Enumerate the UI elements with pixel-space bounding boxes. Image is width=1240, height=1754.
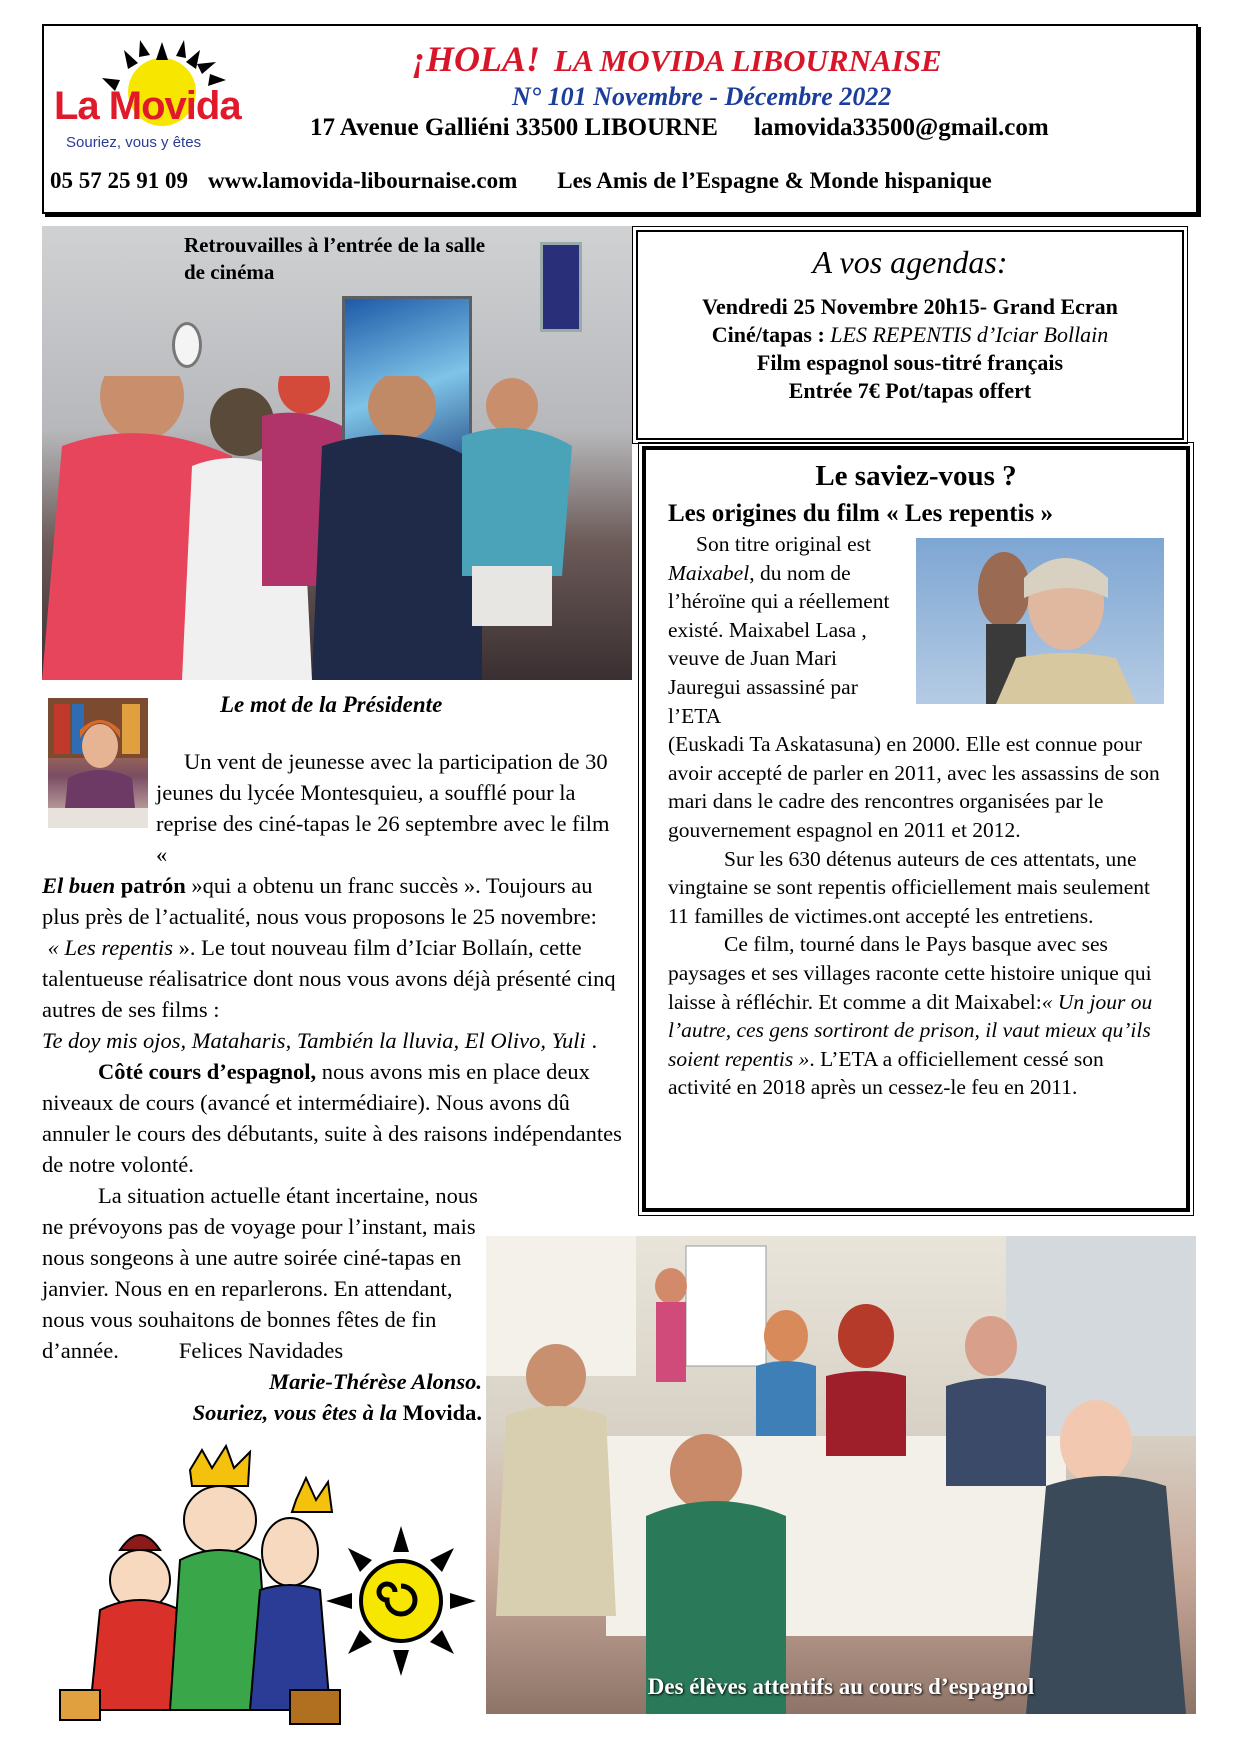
classroom-scene	[486, 1236, 1196, 1714]
cinema-display-screen	[540, 242, 582, 332]
masthead	[42, 24, 1198, 214]
did-you-know-title: Le saviez-vous ?	[815, 460, 1017, 492]
maixabel-portrait	[916, 538, 1164, 704]
sun-clipart	[326, 1526, 476, 1676]
wall-lamp	[172, 322, 202, 368]
agenda-details	[638, 293, 1182, 405]
president-p1-top: Un vent de jeunesse avec la participation de 30 jeunes du lycée Montesquieu, a soufflé pour la reprise des ciné-tapas le 26 septembre avec le film «	[156, 749, 610, 867]
did-you-know-p1-bottom: (Euskadi Ta Askatasuna) en 2000. Elle est connue pour avoir accepté de parler en 2011, avec les assassins de son mari dans le cadre des rencontres organisées par le gouvernement espagnol en 2011 et 2012.	[668, 732, 1160, 842]
newsletter-title	[412, 38, 942, 80]
friends-text: Les Amis de l’Espagne & Monde hispanique	[557, 168, 992, 193]
agenda-film: LES REPENTIS d’Iciar Bollain	[830, 322, 1109, 347]
agenda-date: Vendredi 25 Novembre 20h15- Grand Ecran	[702, 294, 1118, 319]
agenda-event-type: Ciné/tapas :	[711, 322, 831, 347]
christmas-greeting: Felices Navidades	[178, 1338, 344, 1363]
movida-title: LA MOVIDA LIBOURNAISE	[554, 43, 942, 78]
website-link: www.lamovida-libournaise.com	[208, 168, 518, 193]
movida-slogan: Souriez, vous êtes à la Movida.	[192, 1400, 482, 1425]
agenda-box	[636, 230, 1184, 440]
president-title: Le mot de la Présidente	[220, 692, 443, 717]
spanish-class-photo	[486, 1236, 1196, 1714]
maixabel-quote: « Un jour ou l’autre, ces gens sortiront de prison, il vaut mieux qu’ils soient repentis »	[668, 989, 1153, 1071]
did-you-know-p1-top: Son titre original est Maixabel, du nom de l’héroïne qui a réellement existé. Maixabel Lasa , veuve de Juan Mari Jauregui assassiné par l’ETA	[668, 532, 890, 728]
cinema-photo-caption: Retrouvailles à l’entrée de la salle de cinéma	[184, 233, 486, 284]
did-you-know-p3: Ce film, tourné dans le Pays basque avec ses paysages et ses villages raconte cette histoire unique qui laisse à réfléchir. Et comme a dit Maixabel:« Un jour ou l’autre, ces gens sortiront de prison, il vaut mieux qu’ils soient repentis ». L’ETA a officiellement cessé son activité en 2018 après un cessez-le feu en 2011.	[668, 932, 1153, 1100]
issue-number: N° 101 Novembre - Décembre 2022	[512, 82, 892, 111]
film-el-buen: El buen	[42, 873, 116, 898]
class-photo-caption: Des élèves attentifs au cours d’espagnol	[647, 1674, 1035, 1699]
friends-tagline	[557, 168, 992, 193]
email-address: lamovida33500@gmail.com	[753, 114, 1049, 141]
postal-address: 17 Avenue Galliéni 33500 LIBOURNE	[310, 114, 718, 141]
agenda-event	[638, 321, 1182, 349]
crowd-of-people	[42, 376, 632, 680]
phone-number: 05 57 25 91 09	[50, 168, 188, 193]
agenda-price: Entrée 7€ Pot/tapas offert	[788, 378, 1032, 403]
film-patron: patrón	[115, 873, 186, 898]
maixabel-name: Maixabel	[668, 560, 750, 585]
president-p3: La situation actuelle étant incertaine, nous ne prévoyons pas de voyage pour l’instant, mais nous songeons à une autre soirée ciné-tapas en janvier. Nous en en reparlerons. En attendant, nous vous souhaitons de bonnes fêtes de fin d’année. Felices Navidades	[42, 1183, 478, 1363]
cinema-entrance-photo	[42, 226, 632, 680]
maixabel-photo	[916, 538, 1164, 704]
agenda-title: A vos agendas:	[812, 244, 1008, 280]
president-signature: Marie-Thérèse Alonso.	[269, 1369, 482, 1394]
spanish-course-lead: Côté cours d’espagnol,	[98, 1059, 317, 1084]
president-p1-cont: El buen patrón »qui a obtenu un franc succès ». Toujours au plus près de l’actualité, nous vous proposons le 25 novembre: « Les repentis ». Le tout nouveau film d’Iciar Bollaín, cette talentueuse réalisatrice dont nous vous avons déjà présenté cinq autres de ses films : Te doy mis ojos, Mataharis, También la lluvia, El Olivo, Yuli .	[42, 873, 616, 1053]
logo-text: La Movida	[54, 84, 241, 128]
contact-line	[50, 168, 992, 194]
three-kings-clipart	[50, 1440, 350, 1736]
address-line	[310, 114, 1049, 142]
did-you-know-p2: Sur les 630 détenus auteurs de ces attentats, une vingtaine se sont repentis officiellement mais seulement 11 familles de victimes.ont accepté les entretiens.	[668, 846, 1151, 928]
film-les-repentis: « Les repentis	[47, 935, 174, 960]
agenda-subtitle-info: Film espagnol sous-titré français	[756, 350, 1064, 375]
hola-title: ¡HOLA!	[412, 39, 541, 79]
spanish-course-text: nous avons mis en place deux niveaux de cours (avancé et intermédiaire). Nous avons dû annuler le cours des débutants, suite à des raisons indépendantes de notre volonté.	[42, 1059, 622, 1177]
logo-slogan: Souriez, vous y êtes	[66, 134, 202, 151]
film-list: Te doy mis ojos, Mataharis, También la lluvia, El Olivo, Yuli	[42, 1028, 586, 1053]
did-you-know-subtitle: Les origines du film « Les repentis »	[668, 500, 1053, 527]
